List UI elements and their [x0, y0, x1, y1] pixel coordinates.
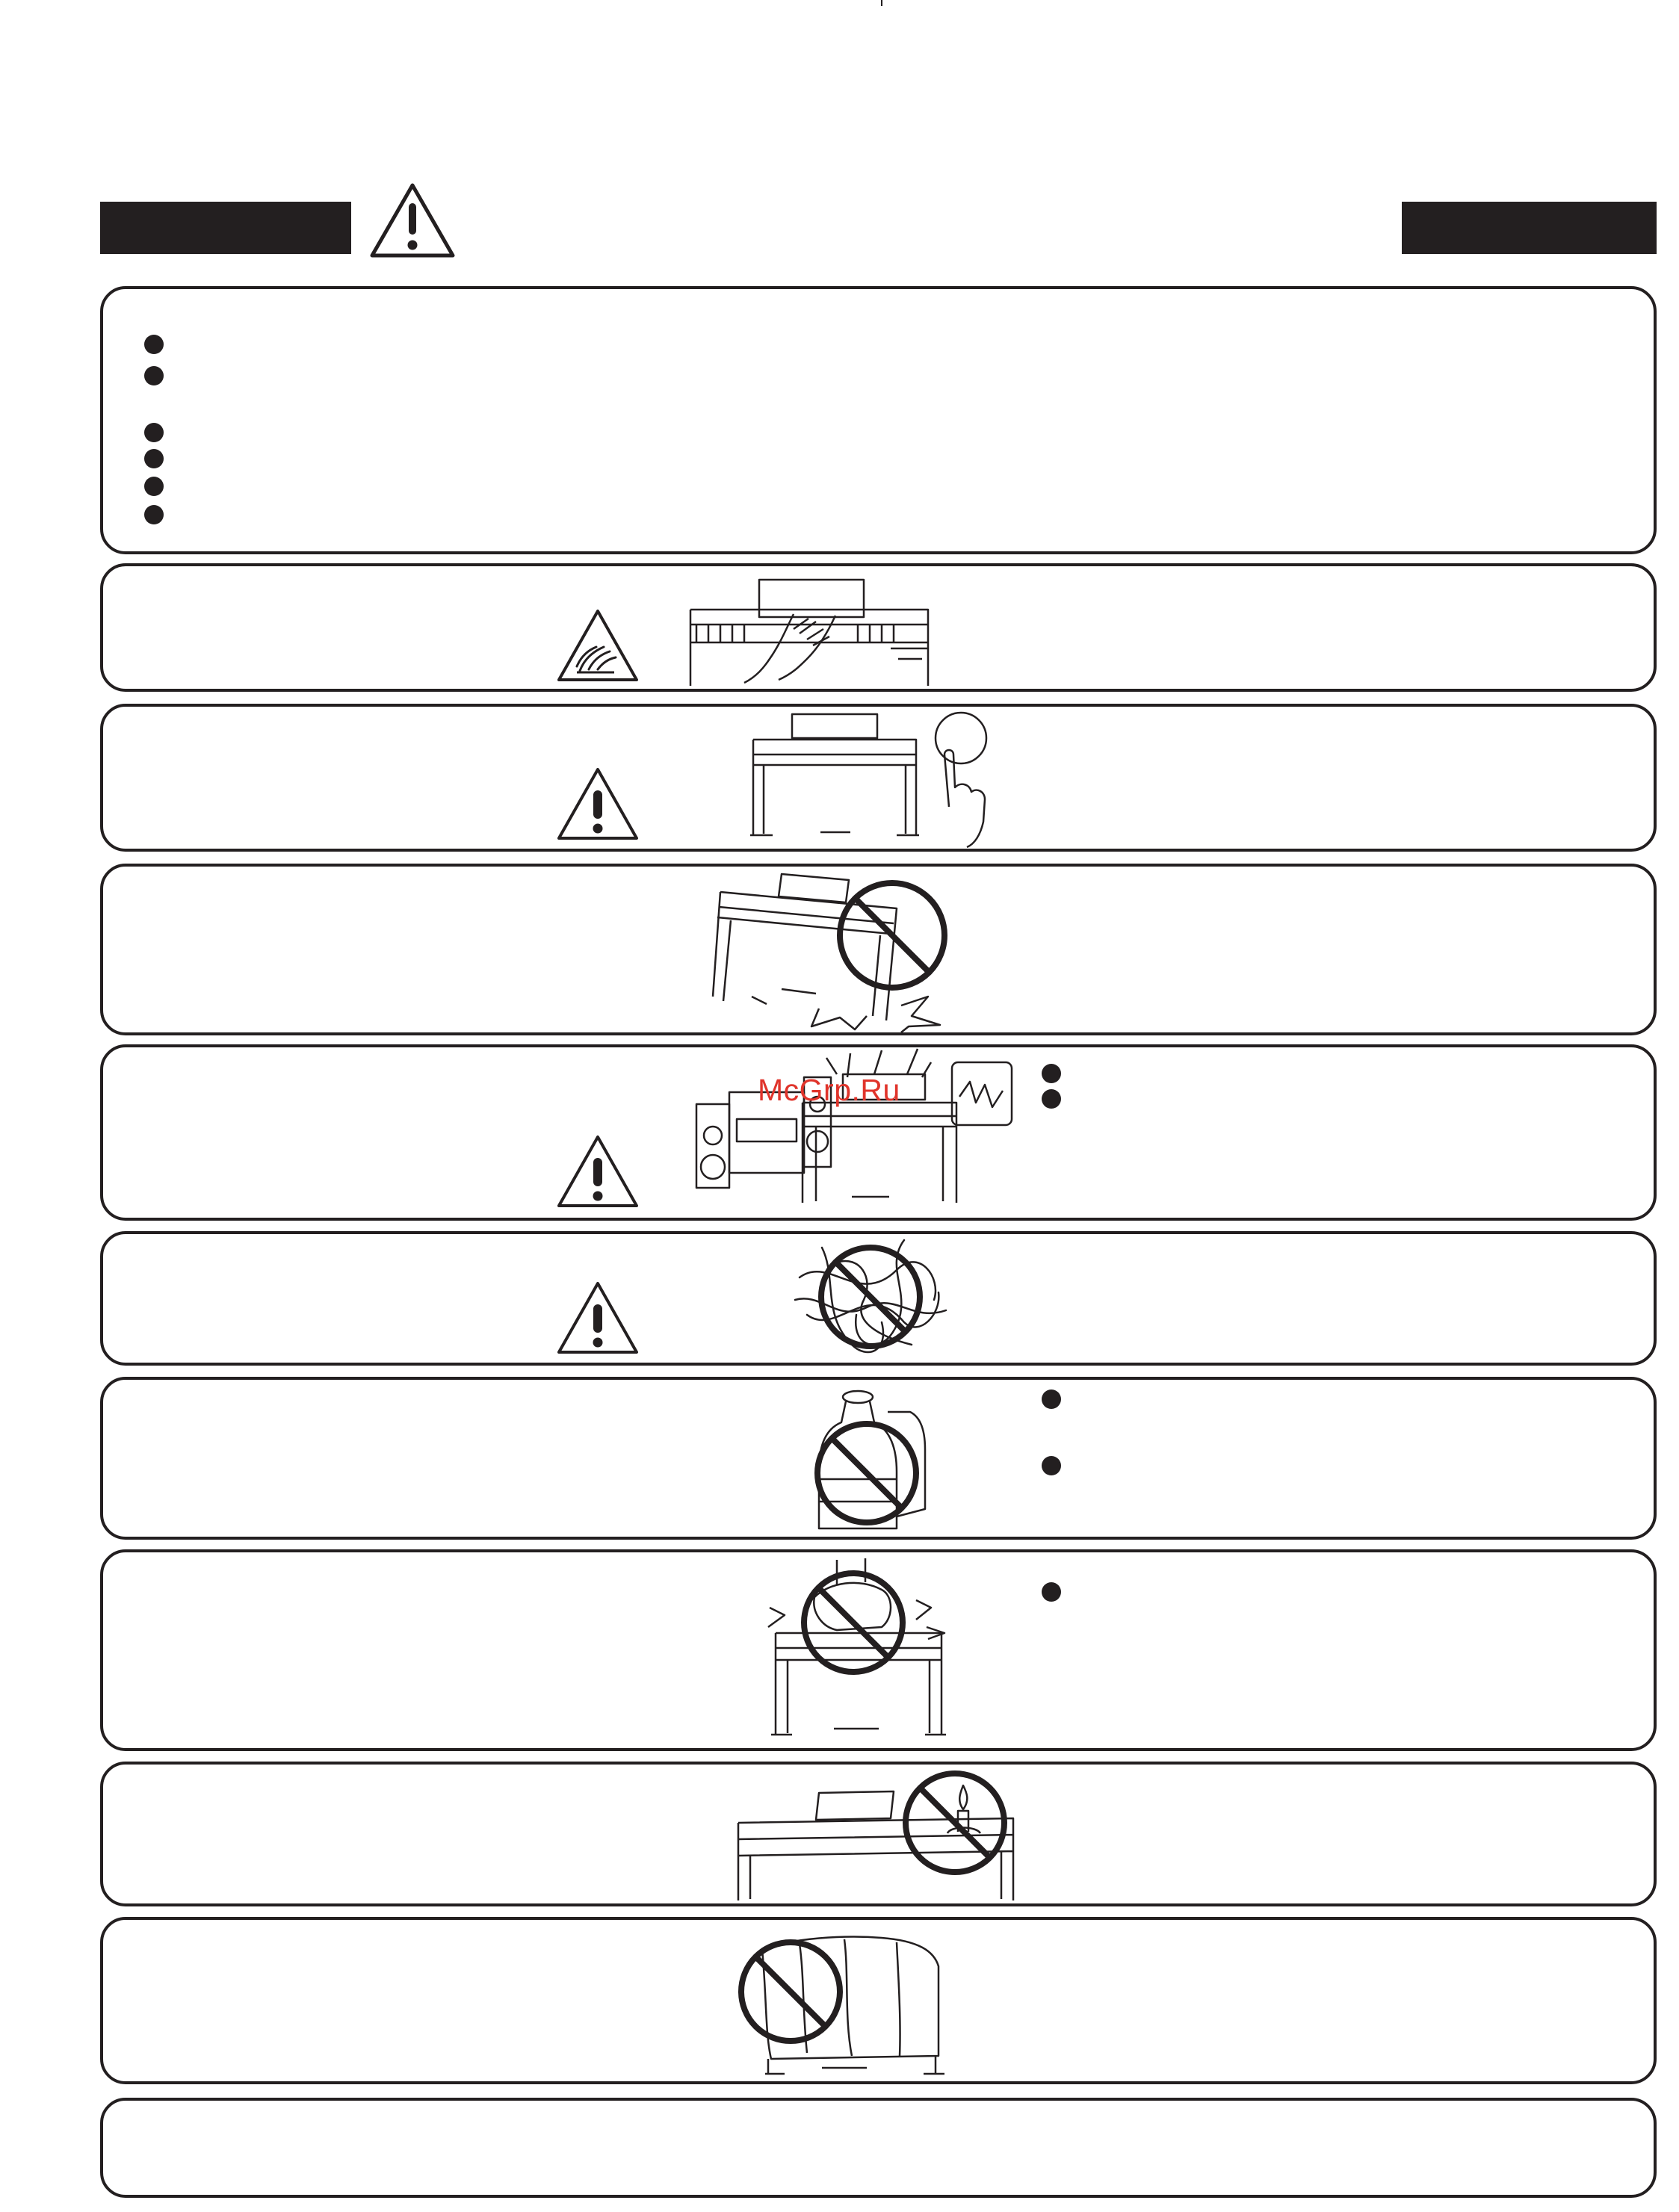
header-bar-left [100, 202, 351, 254]
watermark-text: McGrp.Ru [758, 1073, 900, 1107]
exclamation-warning-icon [554, 765, 641, 843]
bullet-point [144, 449, 164, 468]
bullet-point [144, 335, 164, 354]
piano-hands-illustration [681, 577, 936, 689]
liquid-container-illustration [813, 1382, 928, 1539]
exclamation-warning-icon [554, 1133, 641, 1210]
heavy-object-piano-illustration [762, 1555, 949, 1747]
hand-caution-icon [554, 607, 641, 684]
warning-triangle-icon [368, 181, 457, 258]
bullet-point [1042, 1089, 1061, 1109]
bullet-point [1042, 1064, 1061, 1083]
bullet-point [144, 505, 164, 524]
tangled-cords-illustration [792, 1233, 949, 1363]
panel-note [100, 2098, 1657, 2198]
panel-general-precautions [100, 286, 1657, 554]
piano-power-illustration [743, 710, 1001, 849]
electronics-interference-illustration [690, 1047, 1019, 1207]
bullet-point [144, 477, 164, 496]
bullet-point [1042, 1456, 1061, 1475]
covered-piano-illustration [732, 1921, 949, 2080]
bullet-point [1042, 1390, 1061, 1409]
top-mark [881, 0, 882, 6]
bullet-point [144, 366, 164, 385]
piano-falling-illustration [707, 870, 971, 1032]
bullet-point [144, 423, 164, 442]
candle-piano-illustration [729, 1766, 1016, 1903]
header-bar-right [1402, 202, 1657, 254]
bullet-point [1042, 1582, 1061, 1602]
exclamation-warning-icon [554, 1279, 641, 1357]
